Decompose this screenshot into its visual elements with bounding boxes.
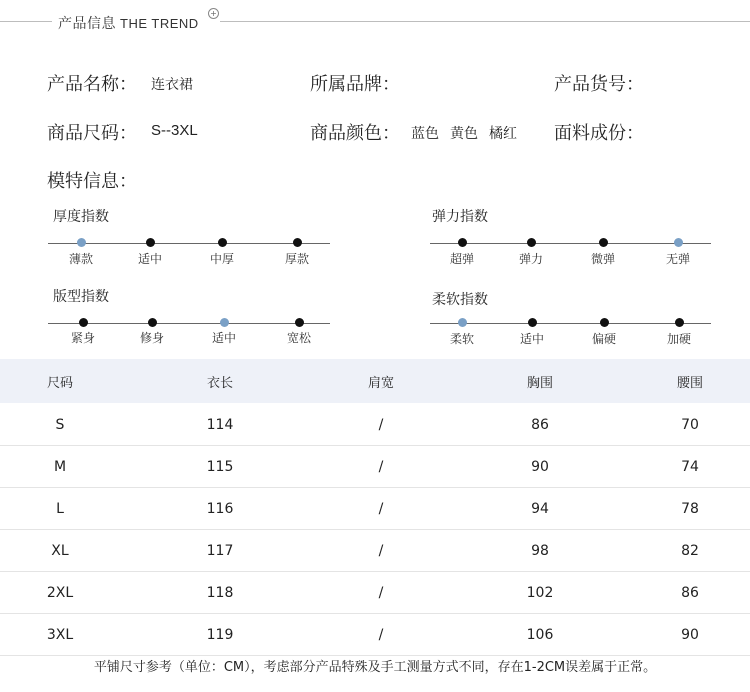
elasticity-option-dot bbox=[527, 238, 536, 247]
table-cell: XL bbox=[51, 543, 69, 559]
table-cell: / bbox=[378, 627, 384, 643]
fit-index-title: 版型指数 bbox=[53, 289, 109, 305]
table-cell: 98 bbox=[531, 543, 549, 559]
elasticity-option-label: 弹力 bbox=[518, 252, 544, 266]
table-cell: 119 bbox=[206, 627, 234, 643]
fit-scale-line bbox=[48, 323, 330, 324]
table-header-cell: 胸围 bbox=[526, 376, 554, 391]
thickness-index-title: 厚度指数 bbox=[53, 209, 109, 225]
section-title bbox=[58, 13, 199, 33]
softness-option-dot bbox=[528, 318, 537, 327]
elasticity-option-dot-selected bbox=[674, 238, 683, 247]
fit-option-label: 紧身 bbox=[70, 331, 96, 345]
fit-option-label: 适中 bbox=[211, 331, 237, 345]
table-cell: 115 bbox=[206, 459, 234, 475]
table-row-divider bbox=[0, 529, 750, 530]
softness-scale-line bbox=[430, 323, 711, 324]
softness-option-dot bbox=[600, 318, 609, 327]
brand-label: 所属品牌： bbox=[310, 74, 400, 95]
table-cell: 117 bbox=[206, 543, 234, 559]
table-header-cell: 腰围 bbox=[676, 376, 704, 391]
table-cell: 102 bbox=[526, 585, 554, 601]
table-cell: 114 bbox=[206, 417, 234, 433]
thickness-option-dot-selected bbox=[77, 238, 86, 247]
fit-option-label: 修身 bbox=[139, 331, 165, 345]
color-label: 商品颜色： bbox=[310, 123, 400, 144]
table-cell: / bbox=[378, 585, 384, 601]
elasticity-index-title: 弹力指数 bbox=[432, 209, 488, 225]
size-label: 商品尺码： bbox=[47, 123, 137, 144]
table-header-cell: 肩宽 bbox=[367, 376, 395, 391]
table-cell: / bbox=[378, 543, 384, 559]
softness-option-dot-selected bbox=[458, 318, 467, 327]
table-cell: 3XL bbox=[46, 627, 74, 643]
thickness-option-label: 适中 bbox=[137, 252, 163, 266]
thickness-option-label: 厚款 bbox=[284, 252, 310, 266]
table-cell: 78 bbox=[681, 501, 699, 517]
table-cell: 86 bbox=[681, 585, 699, 601]
elasticity-option-dot bbox=[599, 238, 608, 247]
table-row-divider bbox=[0, 487, 750, 488]
elasticity-option-label: 微弹 bbox=[590, 252, 616, 266]
fabric-label: 面料成份： bbox=[554, 123, 644, 144]
size-value: S--3XL bbox=[151, 122, 198, 139]
table-cell: M bbox=[53, 459, 67, 475]
table-cell: 90 bbox=[681, 627, 699, 643]
table-cell: 2XL bbox=[46, 585, 74, 601]
table-cell: 118 bbox=[206, 585, 234, 601]
table-cell: 90 bbox=[531, 459, 549, 475]
elasticity-scale-line bbox=[430, 243, 711, 244]
softness-option-label: 偏硬 bbox=[591, 332, 617, 346]
color-value-2: 黄色 bbox=[450, 126, 478, 142]
section-title-en: THE TREND bbox=[120, 16, 199, 31]
thickness-option-label: 薄款 bbox=[68, 252, 94, 266]
thickness-option-dot bbox=[218, 238, 227, 247]
table-cell: 86 bbox=[531, 417, 549, 433]
table-cell: / bbox=[378, 459, 384, 475]
table-cell: / bbox=[378, 417, 384, 433]
table-cell: 70 bbox=[681, 417, 699, 433]
sku-label: 产品货号： bbox=[554, 74, 644, 95]
table-header-cell: 衣长 bbox=[206, 376, 234, 391]
thickness-scale-line bbox=[48, 243, 330, 244]
table-cell: 106 bbox=[526, 627, 554, 643]
header-line-left bbox=[0, 21, 52, 22]
elasticity-option-label: 超弹 bbox=[449, 252, 475, 266]
color-value-3: 橘红 bbox=[489, 126, 517, 142]
table-row-divider bbox=[0, 445, 750, 446]
fit-option-dot bbox=[79, 318, 88, 327]
softness-option-label: 加硬 bbox=[666, 332, 692, 346]
model-info-label: 模特信息： bbox=[47, 171, 137, 192]
table-cell: L bbox=[56, 501, 64, 517]
fit-option-label: 宽松 bbox=[286, 331, 312, 345]
softness-index-title: 柔软指数 bbox=[432, 292, 488, 308]
table-row-divider bbox=[0, 571, 750, 572]
thickness-option-label: 中厚 bbox=[209, 252, 235, 266]
measurement-note: 平铺尺寸参考（单位：CM），考虑部分产品特殊及手工测量方式不同，存在1-2CM误差属于正常。 bbox=[93, 660, 657, 675]
thickness-option-dot bbox=[146, 238, 155, 247]
plus-circle-icon: + bbox=[208, 8, 219, 19]
table-cell: 94 bbox=[531, 501, 549, 517]
table-cell: S bbox=[55, 417, 65, 433]
softness-option-dot bbox=[675, 318, 684, 327]
softness-option-label: 柔软 bbox=[449, 332, 475, 346]
color-value-1: 蓝色 bbox=[411, 126, 439, 142]
product-name-value: 连衣裙 bbox=[151, 77, 193, 93]
product-name-label: 产品名称： bbox=[47, 74, 137, 95]
fit-option-dot bbox=[148, 318, 157, 327]
fit-option-dot-selected bbox=[220, 318, 229, 327]
thickness-option-dot bbox=[293, 238, 302, 247]
softness-option-label: 适中 bbox=[519, 332, 545, 346]
section-title-cn: 产品信息 bbox=[58, 16, 116, 32]
table-cell: 116 bbox=[206, 501, 234, 517]
elasticity-option-label: 无弹 bbox=[665, 252, 691, 266]
elasticity-option-dot bbox=[458, 238, 467, 247]
table-cell: 82 bbox=[681, 543, 699, 559]
table-header-cell: 尺码 bbox=[46, 376, 74, 391]
table-cell: 74 bbox=[681, 459, 699, 475]
table-row-divider bbox=[0, 613, 750, 614]
header-line-right bbox=[220, 21, 750, 22]
table-cell: / bbox=[378, 501, 384, 517]
fit-option-dot bbox=[295, 318, 304, 327]
